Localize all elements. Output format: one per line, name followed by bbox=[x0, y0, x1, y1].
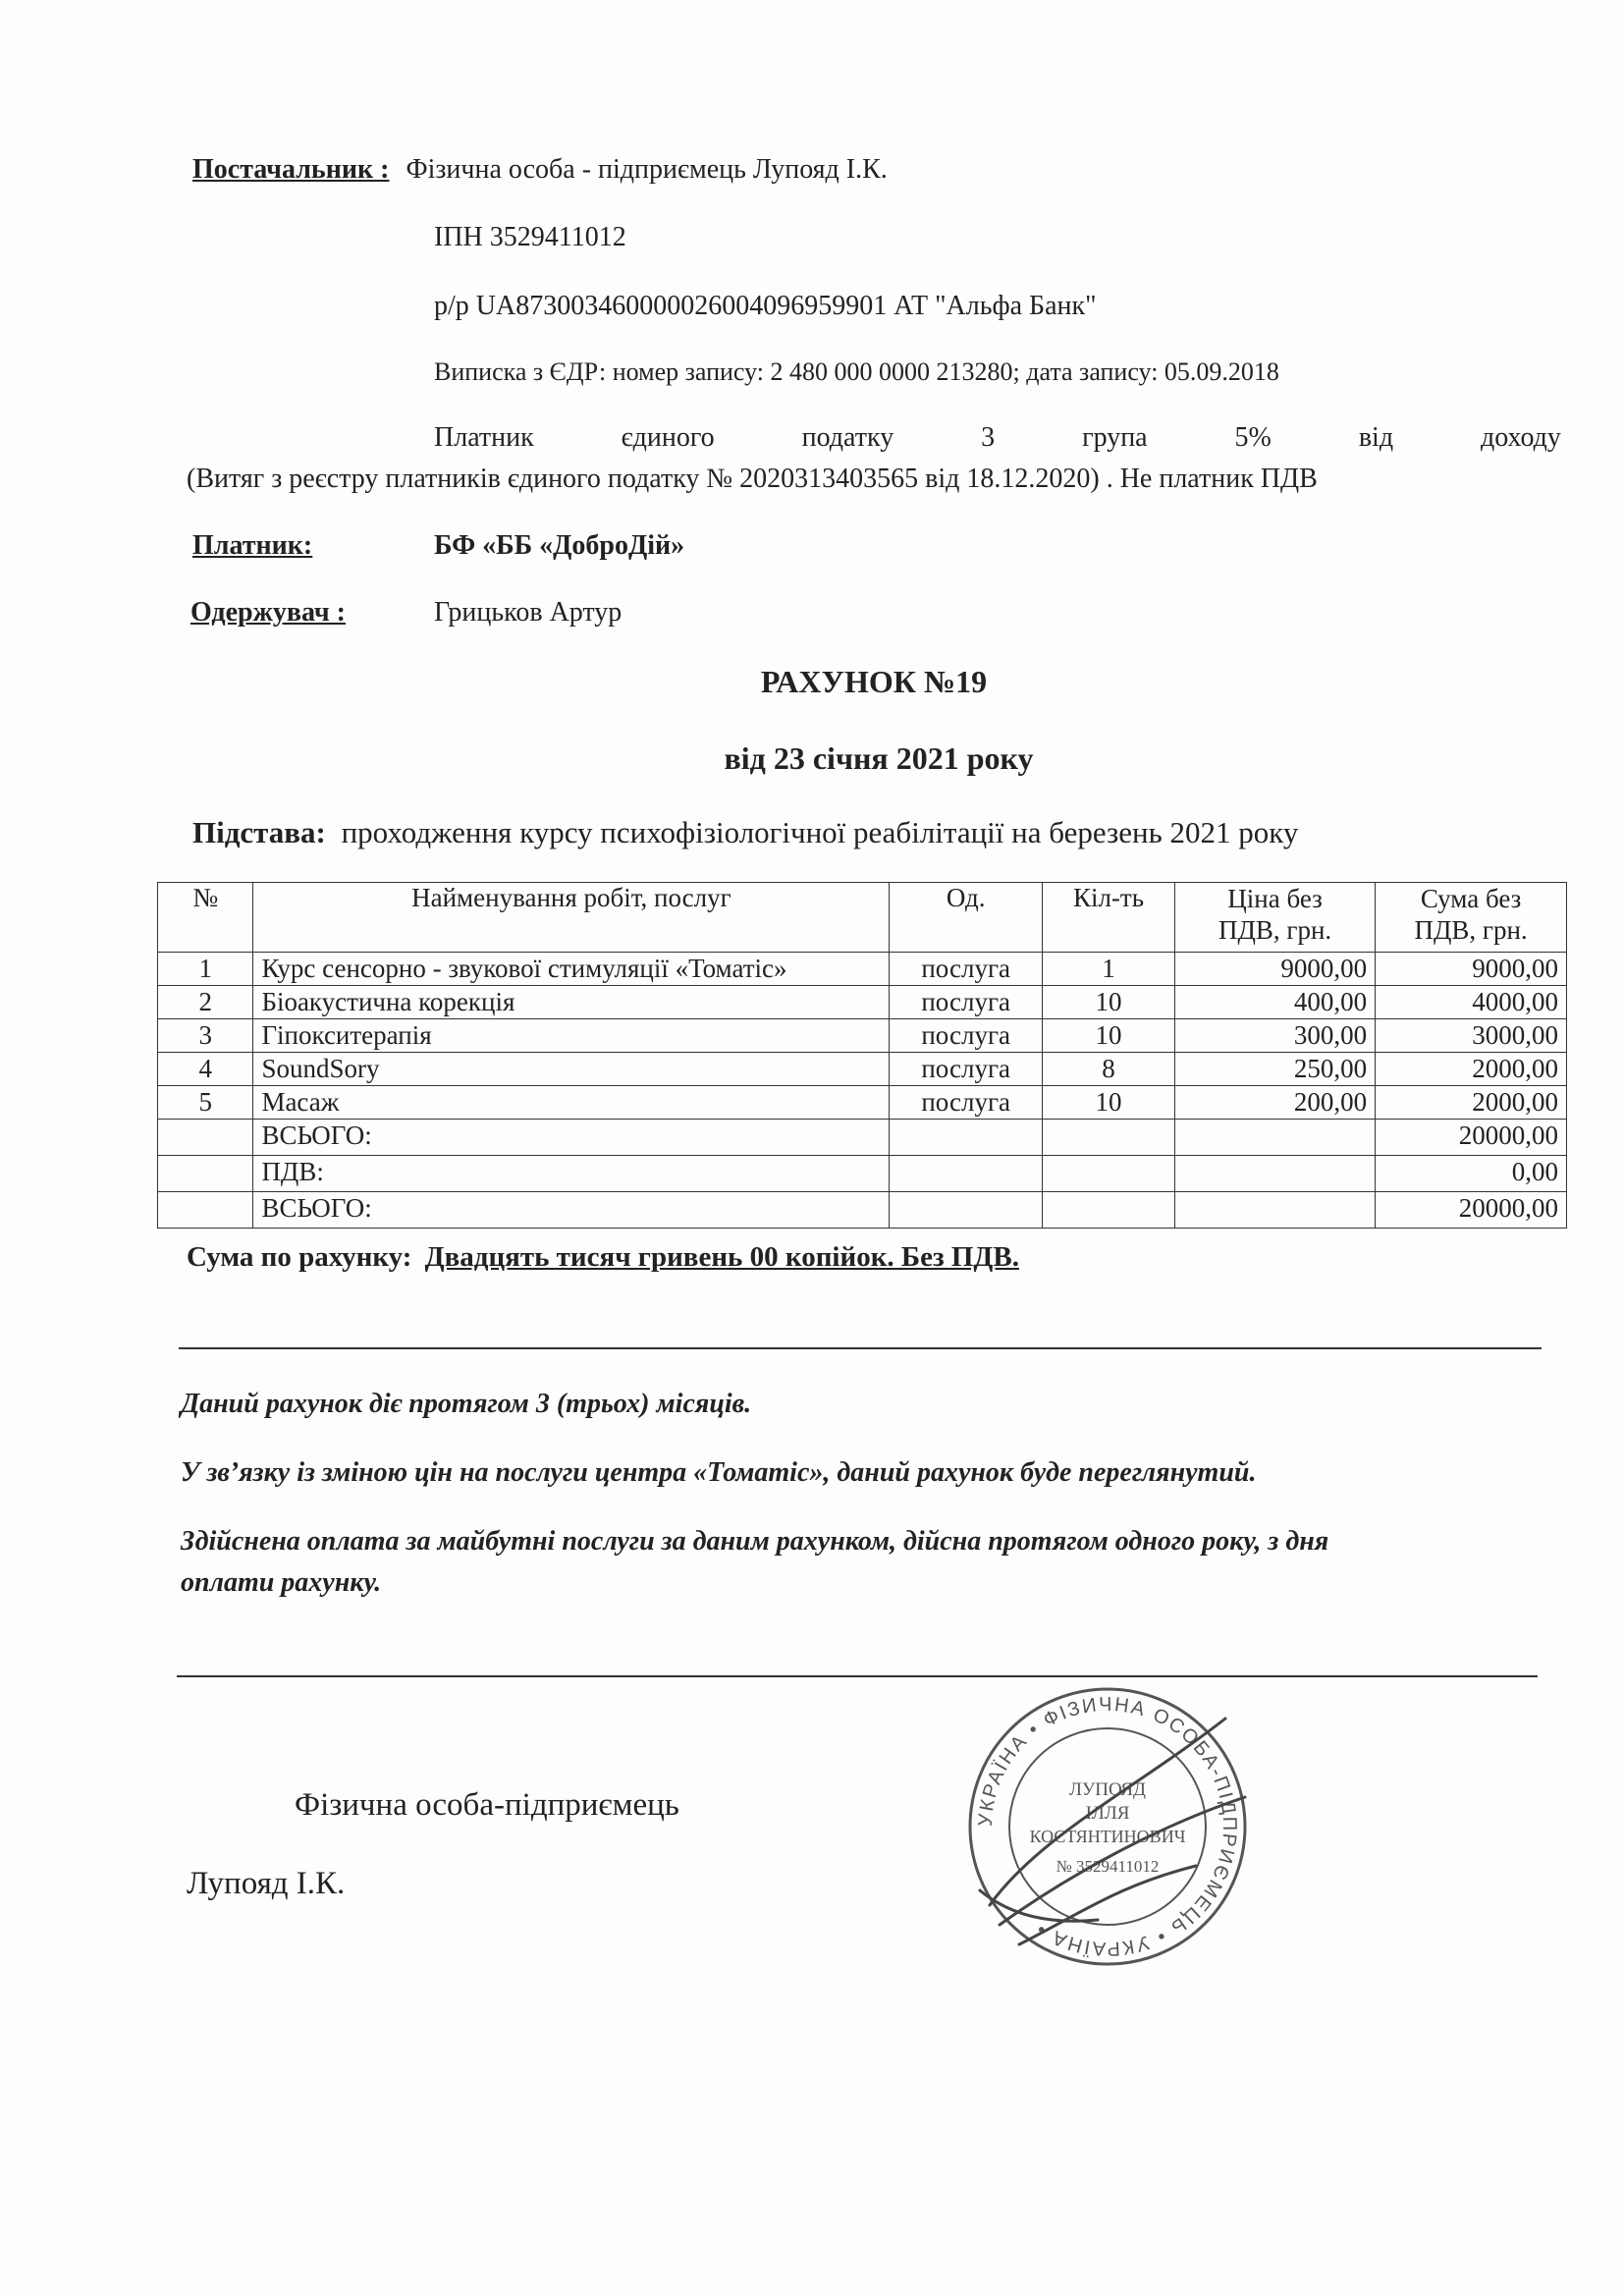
basis-label: Підстава: bbox=[192, 815, 326, 849]
payer-label: Платник: bbox=[192, 530, 313, 561]
recipient-label: Одержувач : bbox=[190, 597, 346, 628]
recipient-name: Грицьков Артур bbox=[434, 597, 623, 628]
empty-cell bbox=[1175, 1120, 1376, 1156]
supplier-name: Фізична особа - підприємець Лупояд І.К. bbox=[406, 154, 888, 185]
tax-word: від bbox=[1358, 422, 1394, 453]
tax-word: єдиного bbox=[621, 422, 715, 453]
empty-cell bbox=[1175, 1156, 1376, 1192]
row-qty: 1 bbox=[1043, 953, 1175, 986]
tax-word: податку bbox=[801, 422, 894, 453]
row-unit: послуга bbox=[890, 1086, 1043, 1120]
row-unit: послуга bbox=[890, 1019, 1043, 1053]
supplier-label: Постачальник : bbox=[192, 154, 390, 185]
header-sum-line1: Сума без bbox=[1420, 884, 1522, 913]
payer-name: БФ «ББ «ДоброДій» bbox=[434, 530, 685, 561]
tax-word: 5% bbox=[1234, 422, 1272, 453]
amount-text: Двадцять тисяч гривень 00 копійок. Без ПДВ. bbox=[424, 1241, 1019, 1273]
row-unit: послуга bbox=[890, 953, 1043, 986]
row-price: 300,00 bbox=[1175, 1019, 1376, 1053]
amount-label: Сума по рахунку: bbox=[187, 1241, 412, 1273]
total-value: 20000,00 bbox=[1376, 1120, 1567, 1156]
grand-total-row bbox=[158, 1192, 1567, 1229]
total-row bbox=[158, 1120, 1567, 1156]
header-no: № bbox=[158, 883, 253, 953]
stamp-line2: ІЛЛЯ bbox=[1085, 1803, 1130, 1824]
header-sum bbox=[1376, 883, 1567, 953]
divider-line bbox=[177, 1675, 1538, 1677]
invoice-title: РАХУНОК №19 bbox=[760, 664, 988, 699]
supplier-tax-extract: (Витяг з реєстру платників єдиного податку № 2020313403565 від 18.12.2020) . Не платник ПДВ bbox=[187, 464, 1318, 494]
empty-cell bbox=[890, 1192, 1043, 1229]
row-price: 250,00 bbox=[1175, 1053, 1376, 1086]
table-row bbox=[158, 1019, 1567, 1053]
row-unit: послуга bbox=[890, 986, 1043, 1019]
empty-cell bbox=[1043, 1120, 1175, 1156]
invoice-date: від 23 січня 2021 року bbox=[724, 740, 1034, 776]
stamp-ring-text: УКРАЇНА • ФІЗИЧНА ОСОБА-ПІДПРИЄМЕЦЬ • УКРАЇНА • bbox=[974, 1693, 1241, 1960]
row-price: 9000,00 bbox=[1175, 953, 1376, 986]
items-table bbox=[157, 882, 1567, 1229]
header-price-line2: ПДВ, грн. bbox=[1218, 915, 1332, 945]
total-label: ВСЬОГО: bbox=[253, 1120, 890, 1156]
supplier-account: р/р UA873003460000026004096959901 АТ "Альфа Банк" bbox=[434, 291, 1097, 321]
empty-cell bbox=[1043, 1192, 1175, 1229]
row-price: 400,00 bbox=[1175, 986, 1376, 1019]
row-name: Гіпокситерапія bbox=[253, 1019, 890, 1053]
row-sum: 2000,00 bbox=[1376, 1086, 1567, 1120]
signature-name: Лупояд І.К. bbox=[187, 1866, 346, 1901]
header-unit: Од. bbox=[890, 883, 1043, 953]
header-qty: Кіл-ть bbox=[1043, 883, 1175, 953]
row-price: 200,00 bbox=[1175, 1086, 1376, 1120]
amount-line bbox=[187, 1241, 1019, 1274]
row-sum: 2000,00 bbox=[1376, 1053, 1567, 1086]
vat-value: 0,00 bbox=[1376, 1156, 1567, 1192]
tax-word: доходу bbox=[1481, 422, 1561, 453]
row-no: 5 bbox=[158, 1086, 253, 1120]
empty-cell bbox=[890, 1156, 1043, 1192]
note-prepayment-line1: Здійснена оплата за майбутні послуги за даним рахунком, дійсна протягом одного року, з дня bbox=[181, 1526, 1329, 1557]
row-sum: 3000,00 bbox=[1376, 1019, 1567, 1053]
seal-stamp bbox=[960, 1679, 1255, 1974]
tax-word: група bbox=[1082, 422, 1148, 453]
header-name: Найменування робіт, послуг bbox=[253, 883, 890, 953]
header-price-line1: Ціна без bbox=[1227, 884, 1323, 913]
row-no: 1 bbox=[158, 953, 253, 986]
empty-cell bbox=[158, 1192, 253, 1229]
row-no: 2 bbox=[158, 986, 253, 1019]
note-prepayment-line2: оплати рахунку. bbox=[181, 1567, 382, 1598]
supplier-line bbox=[192, 154, 888, 186]
header-sum-line2: ПДВ, грн. bbox=[1414, 915, 1528, 945]
supplier-ipn: ІПН 3529411012 bbox=[434, 222, 626, 252]
grand-total-label: ВСЬОГО: bbox=[253, 1192, 890, 1229]
vat-label: ПДВ: bbox=[253, 1156, 890, 1192]
grand-total-value: 20000,00 bbox=[1376, 1192, 1567, 1229]
row-name: SoundSory bbox=[253, 1053, 890, 1086]
note-price-change: У зв’язку із зміною цін на послуги центра «Томатіс», даний рахунок буде переглянутий. bbox=[181, 1457, 1257, 1488]
table-row bbox=[158, 986, 1567, 1019]
header-price bbox=[1175, 883, 1376, 953]
vat-row bbox=[158, 1156, 1567, 1192]
row-name: Масаж bbox=[253, 1086, 890, 1120]
basis-text: проходження курсу психофізіологічної реабілітації на березень 2021 року bbox=[341, 815, 1299, 849]
row-name: Курс сенсорно - звукової стимуляції «Томатіс» bbox=[253, 953, 890, 986]
row-qty: 10 bbox=[1043, 986, 1175, 1019]
row-no: 4 bbox=[158, 1053, 253, 1086]
row-sum: 4000,00 bbox=[1376, 986, 1567, 1019]
supplier-edr: Виписка з ЄДР: номер запису: 2 480 000 0000 213280; дата запису: 05.09.2018 bbox=[434, 357, 1279, 386]
supplier-tax-line bbox=[434, 422, 1561, 454]
stamp-code: № 3529411012 bbox=[1056, 1857, 1160, 1876]
table-row bbox=[158, 1086, 1567, 1120]
row-name: Біоакустична корекція bbox=[253, 986, 890, 1019]
basis-line bbox=[192, 815, 1298, 850]
row-qty: 10 bbox=[1043, 1086, 1175, 1120]
stamp-line3: КОСТЯНТИНОВИЧ bbox=[1029, 1827, 1186, 1846]
table-header-row bbox=[158, 883, 1567, 953]
empty-cell bbox=[158, 1120, 253, 1156]
note-validity: Даний рахунок діє протягом 3 (трьох) місяців. bbox=[181, 1389, 752, 1419]
row-unit: послуга bbox=[890, 1053, 1043, 1086]
tax-word: 3 bbox=[981, 422, 996, 453]
row-sum: 9000,00 bbox=[1376, 953, 1567, 986]
table-row bbox=[158, 953, 1567, 986]
divider-line bbox=[179, 1347, 1542, 1349]
signature-role: Фізична особа-підприємець bbox=[295, 1787, 679, 1823]
empty-cell bbox=[158, 1156, 253, 1192]
row-qty: 8 bbox=[1043, 1053, 1175, 1086]
table-row bbox=[158, 1053, 1567, 1086]
empty-cell bbox=[890, 1120, 1043, 1156]
tax-word: Платник bbox=[434, 422, 534, 453]
empty-cell bbox=[1175, 1192, 1376, 1229]
row-qty: 10 bbox=[1043, 1019, 1175, 1053]
empty-cell bbox=[1043, 1156, 1175, 1192]
stamp-line1: ЛУПОЯД bbox=[1068, 1779, 1147, 1800]
row-no: 3 bbox=[158, 1019, 253, 1053]
